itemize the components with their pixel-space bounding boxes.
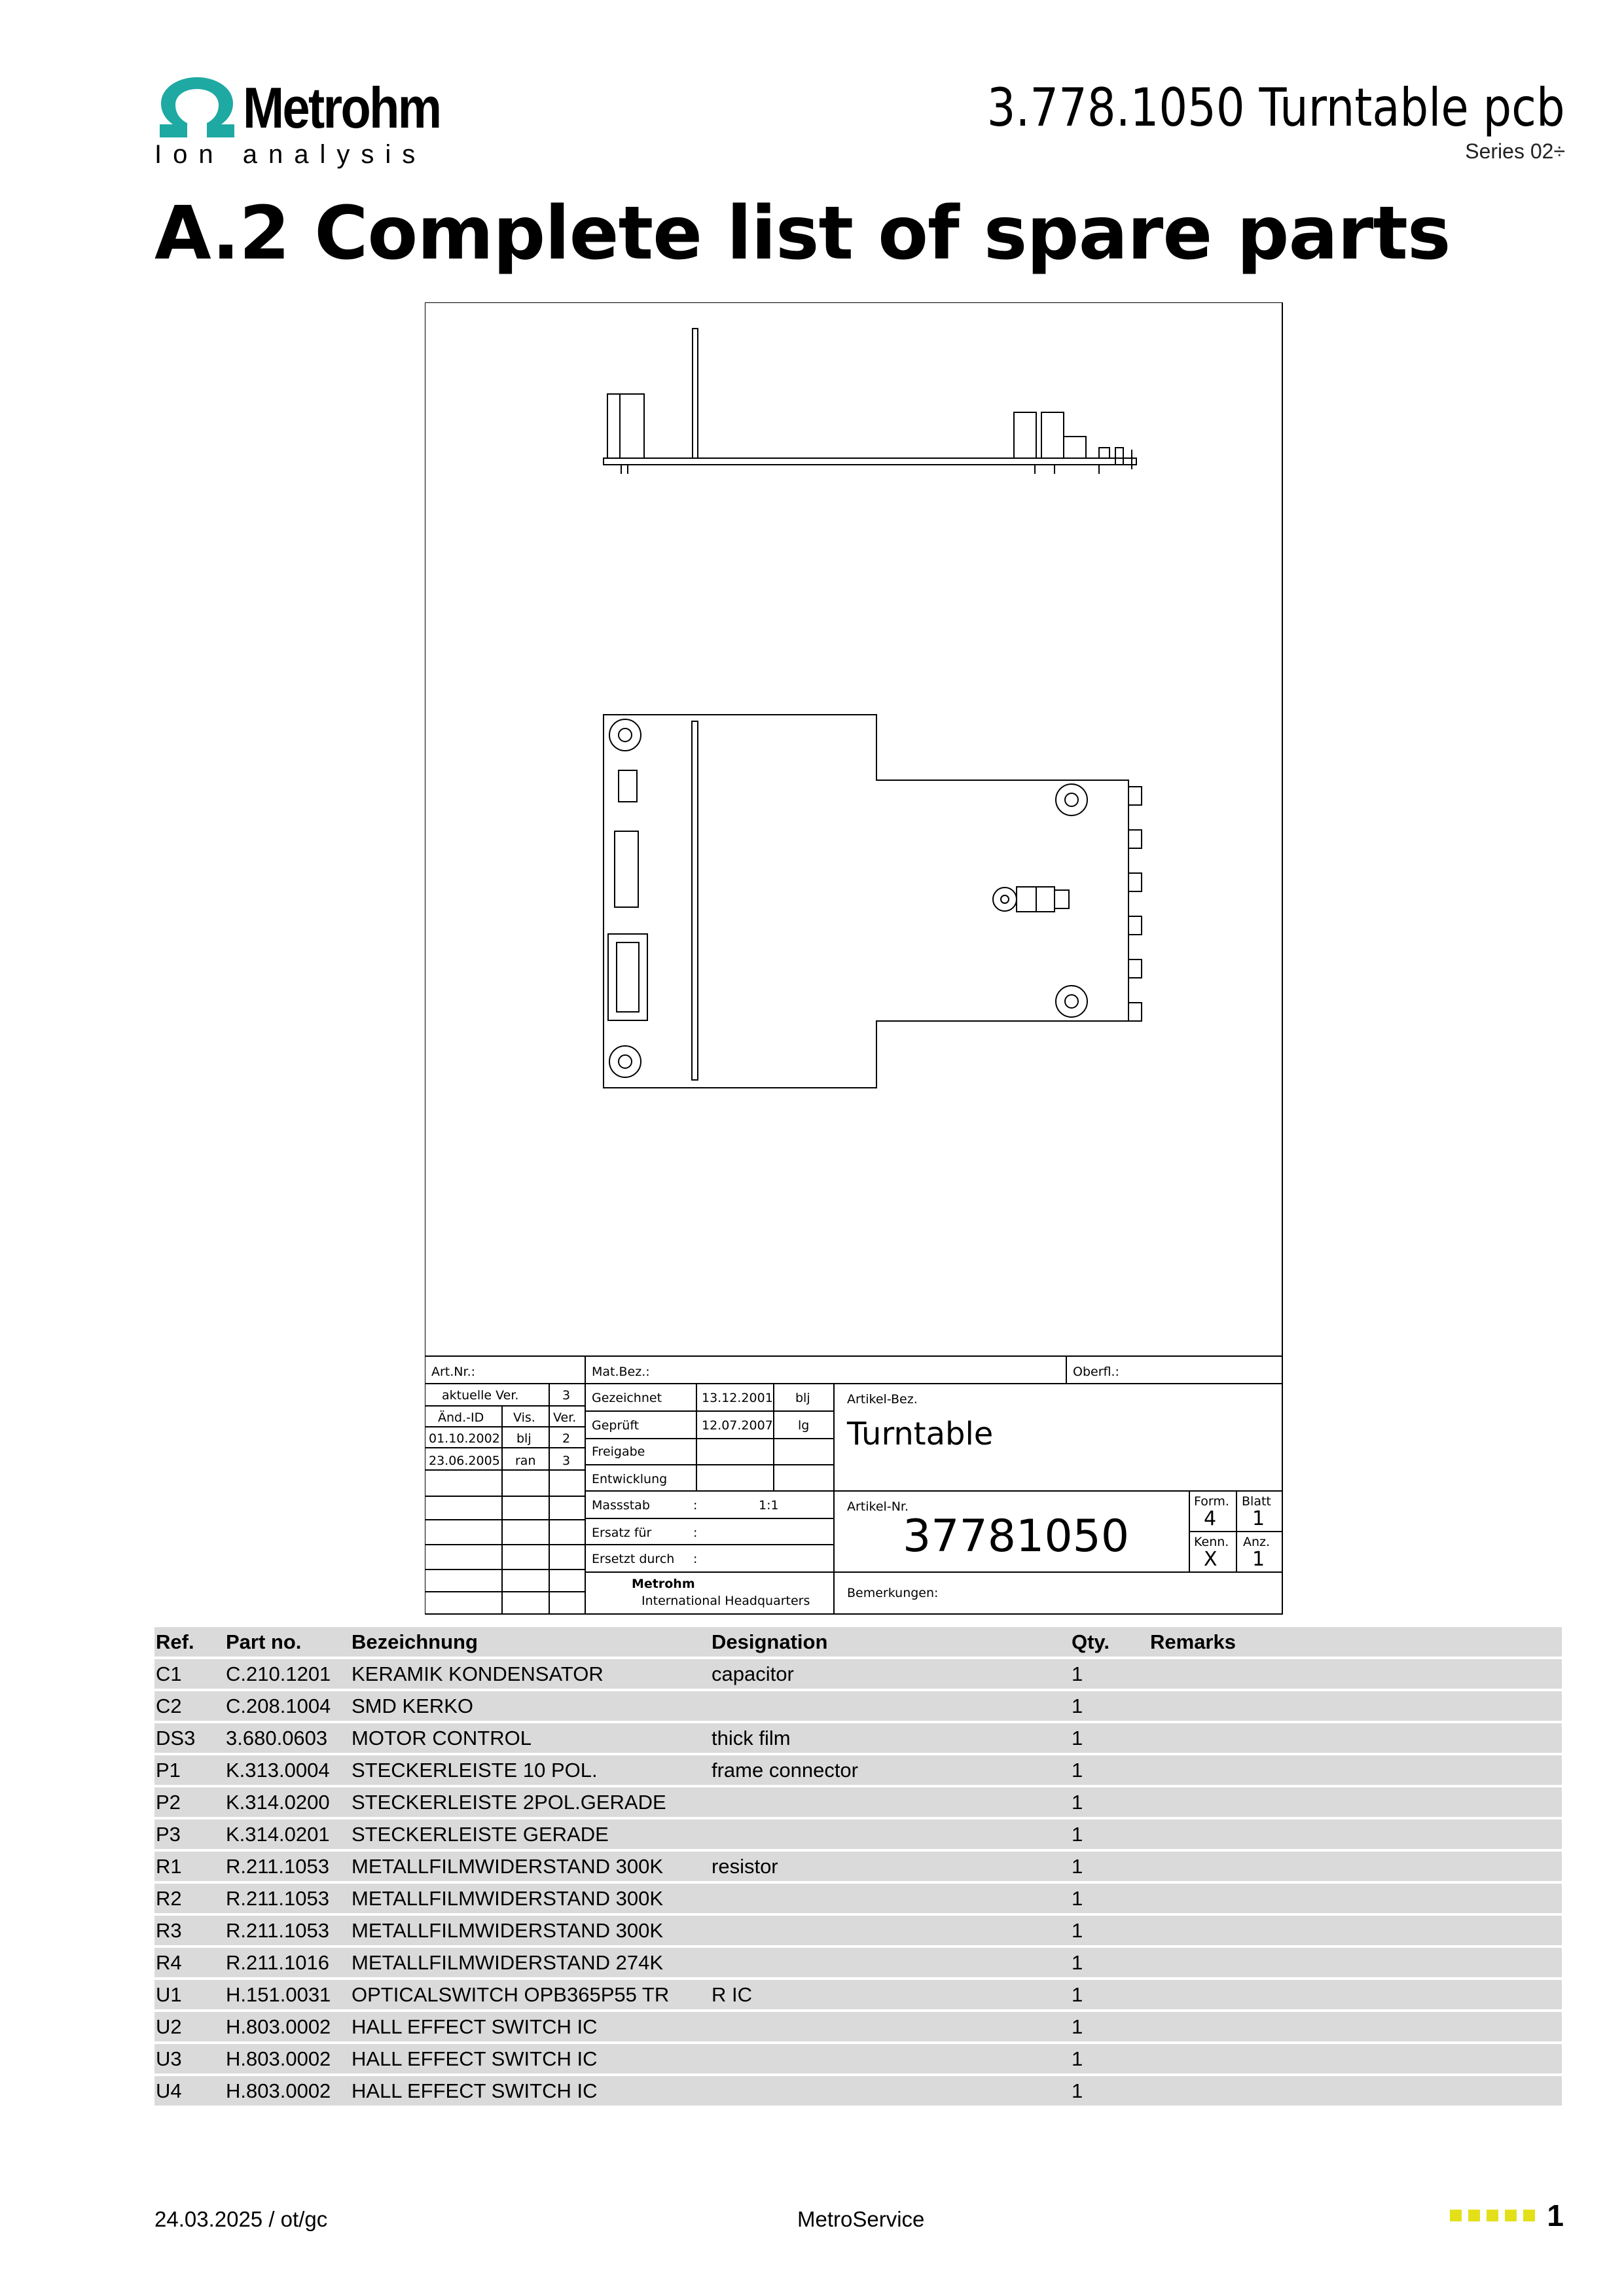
cell-designation [710, 2044, 1070, 2073]
tb-gezeichnet-date: 13.12.2001 [702, 1391, 773, 1405]
cell-ref: P2 [154, 1787, 225, 1817]
cell-part-no: C.210.1201 [225, 1659, 350, 1689]
cell-part-no: K.314.0200 [225, 1787, 350, 1817]
tb-form-value: 4 [1204, 1507, 1217, 1530]
cell-part-no: 3.680.0603 [225, 1723, 350, 1753]
cell-designation [710, 1787, 1070, 1817]
table-row [154, 1980, 1562, 2009]
footer-service: MetroService [797, 2207, 925, 2231]
cell-remarks [1149, 1820, 1562, 1849]
cell-ref: C1 [154, 1659, 225, 1689]
cell-qty: 1 [1070, 2012, 1149, 2041]
cell-designation: thick film [710, 1723, 1070, 1753]
tb-anz-value: 1 [1252, 1548, 1265, 1571]
tb-ver-label: Ver. [553, 1410, 577, 1425]
cell-bezeichnung: STECKERLEISTE 2POL.GERADE [350, 1787, 710, 1817]
series-label: Series 02÷ [1465, 139, 1565, 163]
cell-remarks [1149, 2012, 1562, 2041]
tb-gezeichnet-by: blj [795, 1391, 810, 1405]
cell-ref: DS3 [154, 1723, 225, 1753]
logo-tagline: Ion analysis [154, 140, 427, 169]
cell-remarks [1149, 2044, 1562, 2073]
cell-ref: U4 [154, 2076, 225, 2106]
cell-designation [710, 1884, 1070, 1913]
cell-part-no: K.313.0004 [225, 1755, 350, 1785]
cell-designation [710, 1948, 1070, 1977]
table-row [154, 2044, 1562, 2073]
cell-bezeichnung: KERAMIK KONDENSATOR [350, 1659, 710, 1689]
cell-ref: U3 [154, 2044, 225, 2073]
tb-geprueft-label: Geprüft [592, 1418, 640, 1433]
column-header: Part no. [225, 1627, 350, 1657]
cell-ref: R2 [154, 1884, 225, 1913]
parts-table-body [154, 1659, 1562, 2106]
tb-blatt-label: Blatt [1242, 1494, 1271, 1509]
tb-aktuelle-ver-label: aktuelle Ver. [442, 1388, 519, 1403]
tb-ersatz-fuer-label: Ersatz für [592, 1526, 652, 1540]
cell-ref: P1 [154, 1755, 225, 1785]
logo-wordmark: Metrohm [243, 75, 441, 140]
cell-bezeichnung: MOTOR CONTROL [350, 1723, 710, 1753]
tb-kenn-value: X [1204, 1548, 1218, 1571]
cell-designation [710, 1916, 1070, 1945]
cell-bezeichnung: STECKERLEISTE GERADE [350, 1820, 710, 1849]
cell-bezeichnung: HALL EFFECT SWITCH IC [350, 2012, 710, 2041]
cell-designation [710, 1820, 1070, 1849]
footer-page [1450, 2198, 1564, 2233]
cell-part-no: R.211.1053 [225, 1852, 350, 1881]
cell-qty: 1 [1070, 1820, 1149, 1849]
cell-bezeichnung: METALLFILMWIDERSTAND 300K [350, 1884, 710, 1913]
tb-change-vis: ran [515, 1454, 536, 1468]
tb-artikel-bez-label: Artikel-Bez. [847, 1392, 918, 1407]
tb-change-date: 01.10.2002 [429, 1431, 500, 1446]
table-row [154, 1820, 1562, 1849]
spare-parts-table [154, 1624, 1562, 2108]
tb-massstab-label: Massstab [592, 1498, 650, 1513]
cell-remarks [1149, 1884, 1562, 1913]
tb-geprueft-date: 12.07.2007 [702, 1418, 773, 1433]
tb-ersetzt-durch-label: Ersetzt durch [592, 1552, 675, 1566]
table-header-row [154, 1627, 1562, 1657]
cell-ref: R1 [154, 1852, 225, 1881]
tb-oberfl-label: Oberfl.: [1073, 1365, 1119, 1379]
cell-bezeichnung: METALLFILMWIDERSTAND 274K [350, 1948, 710, 1977]
tb-artikel-nr-value: 37781050 [903, 1511, 1130, 1562]
table-row [154, 1691, 1562, 1721]
cell-designation: R IC [710, 1980, 1070, 2009]
pcb-top-view [604, 715, 1142, 1088]
cell-bezeichnung: STECKERLEISTE 10 POL. [350, 1755, 710, 1785]
tb-change-date: 23.06.2005 [429, 1454, 500, 1468]
tb-aend-id-label: Änd.-ID [438, 1410, 484, 1425]
page-marker-icon [1487, 2210, 1498, 2221]
cell-remarks [1149, 1755, 1562, 1785]
cell-remarks [1149, 1852, 1562, 1881]
pcb-side-view [604, 329, 1136, 474]
cell-remarks [1149, 1916, 1562, 1945]
tb-vis-label: Vis. [513, 1410, 535, 1425]
cell-qty: 1 [1070, 1852, 1149, 1881]
tb-gezeichnet-label: Gezeichnet [592, 1391, 662, 1405]
cell-ref: C2 [154, 1691, 225, 1721]
cell-designation [710, 2012, 1070, 2041]
cell-designation [710, 2076, 1070, 2106]
cell-remarks [1149, 1948, 1562, 1977]
table-row [154, 1916, 1562, 1945]
cell-bezeichnung: SMD KERKO [350, 1691, 710, 1721]
tb-art-nr-label: Art.Nr.: [431, 1365, 476, 1379]
cell-qty: 1 [1070, 1723, 1149, 1753]
table-row [154, 1723, 1562, 1753]
cell-part-no: K.314.0201 [225, 1820, 350, 1849]
omega-logo-icon [154, 77, 240, 137]
cell-designation: resistor [710, 1852, 1070, 1881]
cell-qty: 1 [1070, 1787, 1149, 1817]
tb-mat-bez-label: Mat.Bez.: [592, 1365, 650, 1379]
table-row [154, 2076, 1562, 2106]
tb-artikel-bez-value: Turntable [847, 1416, 994, 1452]
tb-geprueft-by: lg [798, 1418, 810, 1433]
tb-bemerkungen-label: Bemerkungen: [847, 1586, 939, 1600]
cell-qty: 1 [1070, 1755, 1149, 1785]
tb-form-label: Form. [1194, 1494, 1229, 1509]
table-row [154, 1755, 1562, 1785]
cell-bezeichnung: HALL EFFECT SWITCH IC [350, 2044, 710, 2073]
tb-hq-line: International Headquarters [641, 1594, 810, 1608]
tb-hq-logo: Metrohm [632, 1577, 695, 1591]
cell-part-no: H.803.0002 [225, 2044, 350, 2073]
cell-part-no: H.151.0031 [225, 1980, 350, 2009]
footer-date: 24.03.2025 / ot/gc [154, 2207, 328, 2231]
cell-qty: 1 [1070, 1659, 1149, 1689]
table-row [154, 1884, 1562, 1913]
page-marker-icon [1523, 2210, 1535, 2221]
cell-ref: U1 [154, 1980, 225, 2009]
cell-qty: 1 [1070, 1884, 1149, 1913]
cell-bezeichnung: HALL EFFECT SWITCH IC [350, 2076, 710, 2106]
page-marker-icon [1468, 2210, 1480, 2221]
cell-part-no: R.211.1016 [225, 1948, 350, 1977]
cell-remarks [1149, 1723, 1562, 1753]
cell-remarks [1149, 2076, 1562, 2106]
cell-bezeichnung: METALLFILMWIDERSTAND 300K [350, 1852, 710, 1881]
cell-remarks [1149, 1659, 1562, 1689]
tb-artikel-nr-label: Artikel-Nr. [847, 1499, 909, 1514]
tb-ersatz-fuer-colon: : [693, 1526, 698, 1540]
cell-ref: R3 [154, 1916, 225, 1945]
cell-ref: P3 [154, 1820, 225, 1849]
table-row [154, 2012, 1562, 2041]
cell-ref: R4 [154, 1948, 225, 1977]
tb-change-vis: blj [516, 1431, 532, 1446]
table-row [154, 1659, 1562, 1689]
cell-bezeichnung: METALLFILMWIDERSTAND 300K [350, 1916, 710, 1945]
tb-change-ver: 3 [562, 1454, 571, 1468]
tb-change-ver: 2 [562, 1431, 571, 1446]
cell-qty: 1 [1070, 1980, 1149, 2009]
cell-part-no: H.803.0002 [225, 2012, 350, 2041]
cell-remarks [1149, 1787, 1562, 1817]
cell-part-no: R.211.1053 [225, 1884, 350, 1913]
page-number: 1 [1547, 2198, 1564, 2233]
page-marker-icon [1505, 2210, 1517, 2221]
tb-anz-label: Anz. [1243, 1535, 1271, 1549]
document-title: 3.778.1050 Turntable pcb [987, 77, 1565, 138]
cell-qty: 1 [1070, 1691, 1149, 1721]
page-marker-icon [1450, 2210, 1462, 2221]
tb-ersetzt-durch-colon: : [693, 1552, 698, 1566]
tb-aktuelle-ver-value: 3 [562, 1388, 571, 1403]
cell-bezeichnung: OPTICALSWITCH OPB365P55 TR [350, 1980, 710, 2009]
column-header: Ref. [154, 1627, 225, 1657]
section-title: A.2 Complete list of spare parts [154, 191, 1451, 276]
cell-ref: U2 [154, 2012, 225, 2041]
column-header: Designation [710, 1627, 1070, 1657]
tb-entwicklung-label: Entwicklung [592, 1472, 668, 1486]
cell-designation: frame connector [710, 1755, 1070, 1785]
column-header: Qty. [1070, 1627, 1149, 1657]
tb-blatt-value: 1 [1252, 1507, 1265, 1530]
cell-remarks [1149, 1691, 1562, 1721]
tb-kenn-label: Kenn. [1194, 1535, 1229, 1549]
cell-part-no: C.208.1004 [225, 1691, 350, 1721]
cell-remarks [1149, 1980, 1562, 2009]
table-row [154, 1948, 1562, 1977]
tb-freigabe-label: Freigabe [592, 1444, 645, 1459]
cell-designation [710, 1691, 1070, 1721]
cell-designation: capacitor [710, 1659, 1070, 1689]
cell-qty: 1 [1070, 2076, 1149, 2106]
column-header: Bezeichnung [350, 1627, 710, 1657]
cell-qty: 1 [1070, 1916, 1149, 1945]
metrohm-logo [154, 73, 442, 171]
pcb-technical-drawing [425, 302, 1284, 1615]
tb-massstab-value: 1:1 [759, 1498, 779, 1513]
cell-part-no: R.211.1053 [225, 1916, 350, 1945]
table-row [154, 1852, 1562, 1881]
tb-massstab-colon: : [693, 1498, 698, 1513]
cell-qty: 1 [1070, 2044, 1149, 2073]
table-row [154, 1787, 1562, 1817]
column-header: Remarks [1149, 1627, 1562, 1657]
cell-qty: 1 [1070, 1948, 1149, 1977]
cell-part-no: H.803.0002 [225, 2076, 350, 2106]
